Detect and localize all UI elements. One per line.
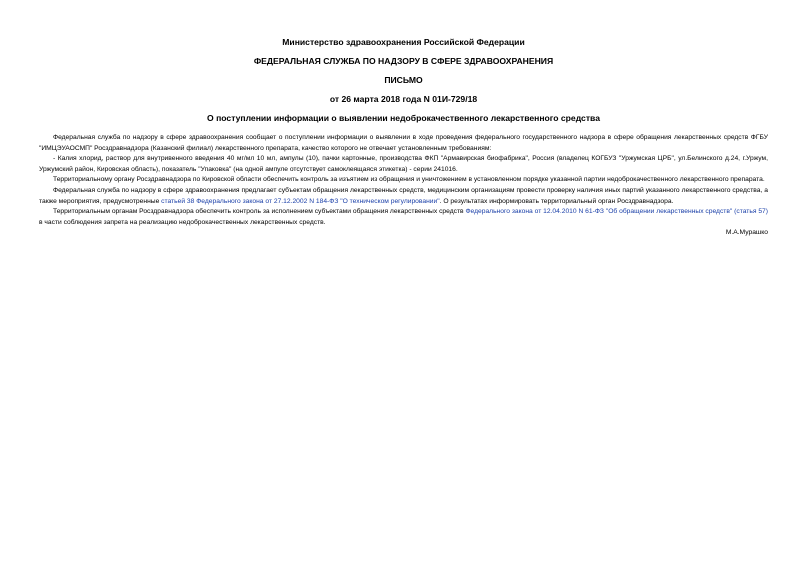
document-date-number: от 26 марта 2018 года N 01И-729/18 [329, 94, 478, 104]
signature: М.А.Мурашко [725, 229, 768, 237]
paragraph-3: Территориальному органу Росздравнадзора по Кировской области обеспечить контроль за изъятием из обращения и уничтожением в установленном порядке указанной партии недоброкачественного лекарственного препарата. [53, 176, 765, 184]
link-law-61fz[interactable]: Федерального закона от 12.04.2010 N 61-ФЗ "Об обращении лекарственных средств" [465, 208, 733, 216]
document-subject: О поступлении информации о выявлении недоброкачественного лекарственного средства [207, 113, 600, 123]
paragraph-4-text-end: . О результатах информировать территориальный орган Росздравнадзора. [439, 197, 674, 205]
paragraph-4-text-start: Федеральная служба по надзору в сфере здравоохранения предлагает субъектам обращения лекарственных средств, медицинским организациям провести проверку наличия иных партий указанного лекарственного средства, а также мероприятия, предусмотренные [39, 186, 768, 205]
document-body [39, 133, 768, 239]
document-type: ПИСЬМО [384, 75, 423, 85]
ministry-title: Министерство здравоохранения Российской Федерации [282, 37, 525, 47]
paragraph-2: - Калия хлорид, раствор для внутривенного введения 40 мг/мл 10 мл, ампулы (10), пачки картонные, производства ФКП "Армавирская биофабрика", Россия (владелец КОГБУЗ "Уржумская ЦРБ", ул.Белинского д.24, г.Уржум, Уржумский район, Кировская область), показатель "Упаковка" (на одной ампуле отсутствует самоклеящаяся этикетка) - серии 241016. [39, 155, 768, 173]
service-title: ФЕДЕРАЛЬНАЯ СЛУЖБА ПО НАДЗОРУ В СФЕРЕ ЗДРАВООХРАНЕНИЯ [253, 56, 554, 66]
paragraph-5-text-start: Территориальным органам Росздравнадзора обеспечить контроль за исполнением субъектами обращения лекарственных средств [53, 208, 466, 216]
paragraph-1: Федеральная служба по надзору в сфере здравоохранения сообщает о поступлении информации о выявлении в ходе проведения федерального государственного надзора в сфере обращения лекарственных средств ФГБУ "ИМЦЭУАОСМП" Росздравнадзора (Казанский филиал) лекарственного препарата, качество которого не отвечает установленным требованиям: [39, 134, 768, 152]
paragraph-5 [39, 207, 768, 228]
paragraph-5-text-end: в части соблюдения запрета на реализацию недоброкачественных лекарственных средств. [39, 218, 326, 226]
link-law-184fz[interactable]: статьей 38 Федерального закона от 27.12.2002 N 184-ФЗ "О техническом регулировании" [161, 197, 440, 205]
link-article-57[interactable]: (статья 57) [734, 208, 768, 216]
paragraph-4 [39, 186, 768, 207]
